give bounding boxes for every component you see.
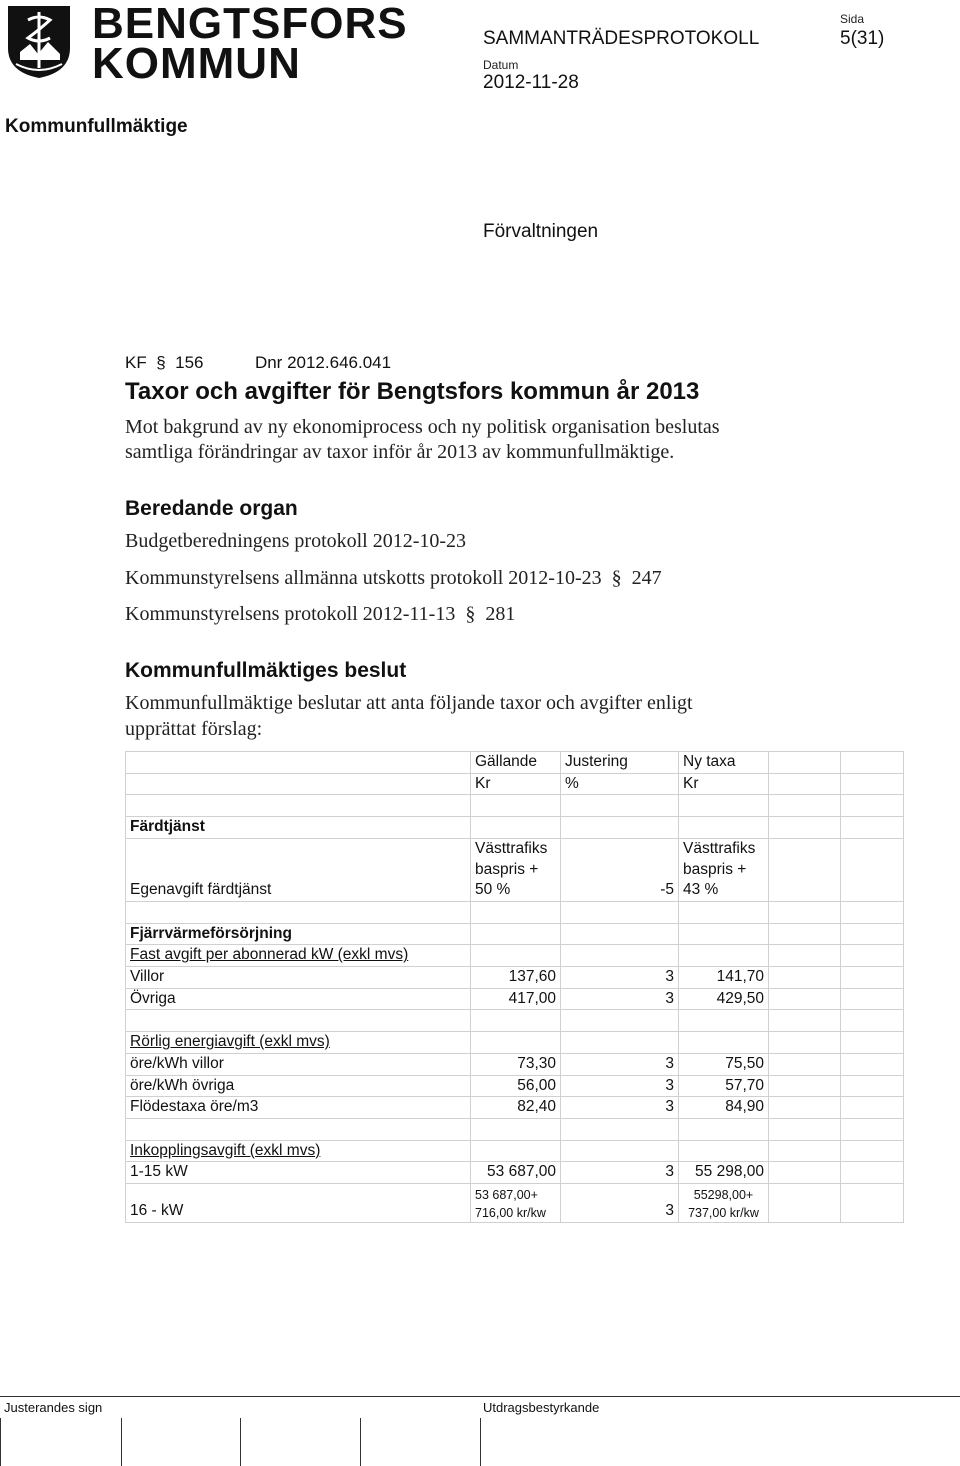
preparatory-line-2-para: 247 xyxy=(631,567,662,589)
section-sign-icon: § xyxy=(151,353,171,372)
signature-divider xyxy=(121,1418,122,1466)
brand-name-line2: KOMMUN xyxy=(92,39,301,88)
signature-footer xyxy=(0,1396,960,1466)
row-current: 73,30 xyxy=(471,1053,561,1075)
case-reference xyxy=(125,353,391,373)
row-label: öre/kWh övriga xyxy=(126,1075,471,1097)
page-label: Sida xyxy=(840,12,865,26)
table-row xyxy=(126,1010,904,1032)
page-number: 5(31) xyxy=(840,28,885,49)
row-new: 57,70 xyxy=(679,1075,769,1097)
table-row xyxy=(126,1097,904,1119)
row-adjust: 3 xyxy=(561,1053,679,1075)
signature-divider xyxy=(240,1418,241,1466)
preparatory-line-1: Budgetberedningens protokoll 2012-10-23 xyxy=(125,530,467,552)
row-label: öre/kWh villor xyxy=(126,1053,471,1075)
row-current: 53 687,00 xyxy=(471,1162,561,1184)
table-row xyxy=(126,988,904,1010)
col-unit-adjust: % xyxy=(561,773,679,795)
col-header-new: Ny taxa xyxy=(679,752,769,774)
row-adjust: 3 xyxy=(561,1162,679,1184)
table-header-row xyxy=(126,752,904,774)
fardtjanst-label: Egenavgift färdtjänst xyxy=(126,838,471,901)
intro-line-2: samtliga förändringar av taxor inför år 2013 av kommunfullmäktige. xyxy=(125,441,675,463)
row-current: 82,40 xyxy=(471,1097,561,1119)
connection-fee-heading: Inkopplingsavgift (exkl mvs) xyxy=(126,1140,471,1162)
ref-dnr: Dnr 2012.646.041 xyxy=(254,353,392,372)
row-current: 53 687,00+ 716,00 kr/kw xyxy=(471,1184,561,1223)
row-new: 75,50 xyxy=(679,1053,769,1075)
row-adjust: 3 xyxy=(561,988,679,1010)
fee-table xyxy=(125,751,904,1223)
table-row xyxy=(126,901,904,923)
row-label: 1-15 kW xyxy=(126,1162,471,1184)
signature-divider xyxy=(480,1418,481,1466)
row-adjust: 3 xyxy=(561,1097,679,1119)
row-current: 56,00 xyxy=(471,1075,561,1097)
table-row xyxy=(126,1053,904,1075)
brand-name-line1: BENGTSFORS xyxy=(92,0,408,48)
row-label: Övriga xyxy=(126,988,471,1010)
col-unit-new: Kr xyxy=(679,773,769,795)
row-new: 55298,00+ 737,00 kr/kw xyxy=(679,1184,769,1223)
decision-heading: Kommunfullmäktiges beslut xyxy=(125,659,407,682)
row-adjust: 3 xyxy=(561,1184,679,1223)
section-sign-icon: § xyxy=(460,603,481,625)
certification-label: Utdragsbestyrkande xyxy=(483,1400,600,1415)
preparatory-line-3-para: 281 xyxy=(485,603,516,625)
preparatory-line-2 xyxy=(125,567,662,590)
fardtjanst-adjust: -5 xyxy=(561,838,679,901)
municipality-logo xyxy=(6,4,72,80)
table-row xyxy=(126,1162,904,1184)
ref-paragraph: 156 xyxy=(175,353,204,372)
table-row xyxy=(126,838,904,901)
intro-line-1: Mot bakgrund av ny ekonomiprocess och ny politisk organisation beslutas xyxy=(125,416,720,438)
preparatory-line-3-text: Kommunstyrelsens protokoll 2012-11-13 xyxy=(125,603,456,625)
table-unit-row xyxy=(126,773,904,795)
col-header-current: Gällande xyxy=(471,752,561,774)
table-row xyxy=(126,923,904,945)
row-new: 429,50 xyxy=(679,988,769,1010)
date-value: 2012-11-28 xyxy=(483,72,579,93)
fixed-fee-heading: Fast avgift per abonnerad kW (exkl mvs) xyxy=(126,945,471,967)
table-row xyxy=(126,1184,904,1223)
row-label: Flödestaxa öre/m3 xyxy=(126,1097,471,1119)
sign-label: Justerandes sign xyxy=(4,1400,103,1415)
table-row xyxy=(126,1118,904,1140)
row-label: Villor xyxy=(126,967,471,989)
table-row xyxy=(126,1140,904,1162)
table-row xyxy=(126,1032,904,1054)
fardtjanst-heading: Färdtjänst xyxy=(126,817,471,839)
row-new: 141,70 xyxy=(679,967,769,989)
document-type: SAMMANTRÄDESPROTOKOLL xyxy=(483,28,760,49)
row-current: 417,00 xyxy=(471,988,561,1010)
row-new: 55 298,00 xyxy=(679,1162,769,1184)
preparatory-line-2-text: Kommunstyrelsens allmänna utskotts protokoll 2012-10-23 xyxy=(125,567,602,589)
fardtjanst-new: Västtrafiks baspris + 43 % xyxy=(679,838,769,901)
section-sign-icon: § xyxy=(606,567,627,589)
coat-of-arms-icon xyxy=(6,4,72,80)
preparatory-heading: Beredande organ xyxy=(125,497,298,520)
table-row xyxy=(126,967,904,989)
ref-kf: KF xyxy=(125,353,147,372)
signature-divider xyxy=(0,1418,1,1466)
fardtjanst-current: Västtrafiks baspris + 50 % xyxy=(471,838,561,901)
col-unit-current: Kr xyxy=(471,773,561,795)
row-current: 137,60 xyxy=(471,967,561,989)
variable-fee-heading: Rörlig energiavgift (exkl mvs) xyxy=(126,1032,471,1054)
row-label: 16 - kW xyxy=(126,1184,471,1223)
table-row xyxy=(126,1075,904,1097)
case-title: Taxor och avgifter för Bengtsfors kommun år 2013 xyxy=(125,378,700,405)
col-header-adjust: Justering xyxy=(561,752,679,774)
row-new: 84,90 xyxy=(679,1097,769,1119)
decision-line-1: Kommunfullmäktige beslutar att anta följande taxor och avgifter enligt xyxy=(125,692,693,714)
table-row xyxy=(126,817,904,839)
issuing-body: Kommunfullmäktige xyxy=(5,116,188,137)
table-row xyxy=(126,795,904,817)
preparatory-line-3 xyxy=(125,603,515,626)
date-label: Datum xyxy=(483,58,519,72)
row-adjust: 3 xyxy=(561,1075,679,1097)
row-adjust: 3 xyxy=(561,967,679,989)
signature-divider xyxy=(360,1418,361,1466)
decision-line-2: upprättat förslag: xyxy=(125,718,263,740)
department: Förvaltningen xyxy=(483,221,599,242)
table-row xyxy=(126,945,904,967)
fjarrvarme-heading: Fjärrvärmeförsörjning xyxy=(126,923,471,945)
